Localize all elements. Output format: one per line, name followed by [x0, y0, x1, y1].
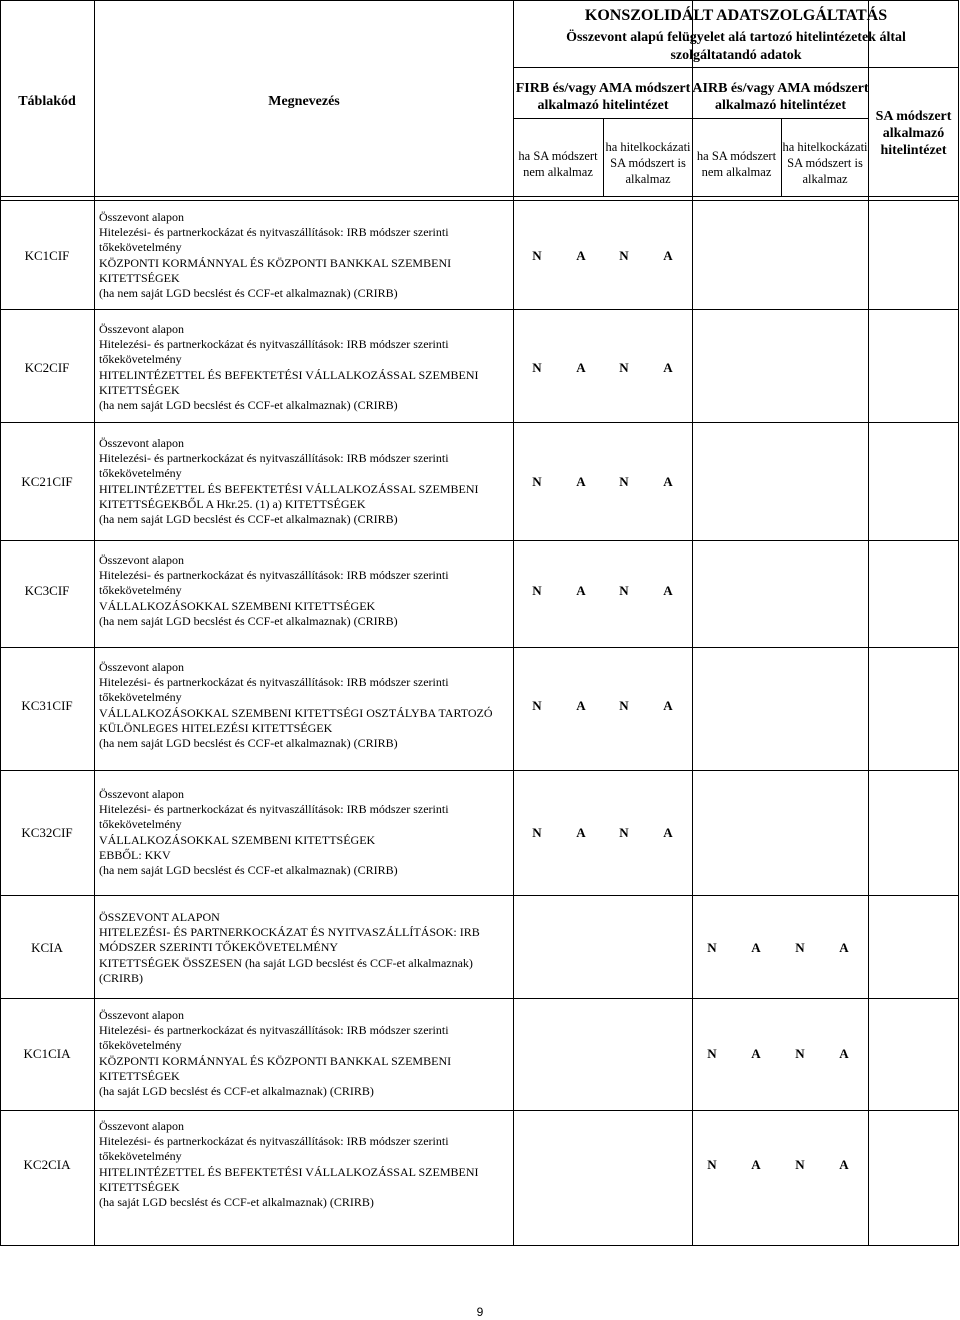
- row-description: [99, 210, 509, 301]
- description-line: tőkekövetelmény: [99, 240, 182, 255]
- table-border-bottom: [0, 1245, 959, 1246]
- row-divider: [0, 647, 959, 648]
- row-description: [99, 910, 509, 986]
- applicability-mark: A: [751, 1045, 761, 1061]
- applicability-mark: A: [663, 824, 673, 840]
- row-divider: [0, 998, 959, 999]
- col-group-firb-line1: FIRB és/vagy AMA módszert: [515, 81, 691, 96]
- description-line: Hitelezési- és partnerkockázat és nyitvaszállítások: IRB módszer szerinti: [99, 451, 449, 466]
- group-underline: [513, 118, 869, 119]
- description-line: Hitelezési- és partnerkockázat és nyitvaszállítások: IRB módszer szerinti: [99, 568, 449, 583]
- description-line: KITETTSÉGEK ÖSSZESEN (ha saját LGD becslést és CCF-et alkalmaznak): [99, 955, 473, 970]
- applicability-mark: A: [576, 359, 586, 375]
- description-line: (ha nem saját LGD becslést és CCF-et alkalmaznak) (CRIRB): [99, 286, 398, 301]
- col-divider-code: [94, 0, 95, 1245]
- applicability-mark: A: [839, 1045, 849, 1061]
- applicability-mark: N: [795, 940, 805, 955]
- row-divider: [0, 309, 959, 310]
- row-description: [99, 322, 509, 413]
- description-line: Összevont alapon: [99, 322, 184, 336]
- applicability-mark: A: [576, 473, 586, 489]
- description-line: Összevont alapon: [99, 1119, 184, 1133]
- description-line: (ha nem saját LGD becslést és CCF-et alkalmaznak) (CRIRB): [99, 398, 398, 413]
- applicability-mark: N: [532, 583, 542, 598]
- row-description: [99, 1119, 509, 1210]
- description-line: KITETTSÉGEK: [99, 382, 180, 397]
- applicability-mark: N: [707, 1156, 717, 1172]
- description-line: (ha nem saját LGD becslést és CCF-et alkalmaznak) (CRIRB): [99, 863, 398, 878]
- description-line: Hitelezési- és partnerkockázat és nyitvaszállítások: IRB módszer szerinti: [99, 1134, 449, 1149]
- col-group-airb-line2: alkalmazó hitelintézet: [714, 98, 847, 113]
- firb-sa-line1: ha hitelkockázati: [605, 140, 691, 154]
- table-border-top: [0, 0, 959, 1]
- description-line: MÓDSZER SZERINTI TŐKEKÖVETELMÉNY: [99, 940, 339, 955]
- description-line: (ha saját LGD becslést és CCF-et alkalmaznak) (CRIRB): [99, 1084, 374, 1099]
- description-line: Hitelezési- és partnerkockázat és nyitvaszállítások: IRB módszer szerinti: [99, 802, 449, 817]
- row-description: [99, 1008, 509, 1099]
- row-code: KC1CIF: [24, 247, 70, 263]
- description-line: (ha nem saját LGD becslést és CCF-et alkalmaznak) (CRIRB): [99, 613, 398, 628]
- description-line: KITETTSÉGEK: [99, 1068, 180, 1083]
- applicability-mark: A: [663, 359, 673, 375]
- description-line: (ha saját LGD becslést és CCF-et alkalmaznak) (CRIRB): [99, 1195, 374, 1210]
- applicability-mark: N: [619, 583, 629, 598]
- airb-sa-line2: SA módszert is: [787, 156, 863, 170]
- header-title: KONSZOLIDÁLT ADATSZOLGÁLTATÁS: [584, 7, 888, 24]
- applicability-mark: N: [795, 1156, 805, 1172]
- description-line: tőkekövetelmény: [99, 583, 182, 598]
- row-code: KC2CIF: [24, 359, 70, 375]
- description-line: tőkekövetelmény: [99, 1149, 182, 1164]
- description-line: Összevont alapon: [99, 553, 184, 567]
- col-divider-name: [513, 0, 514, 1245]
- applicability-mark: N: [619, 247, 629, 263]
- applicability-mark: N: [532, 824, 542, 840]
- row-divider: [0, 770, 959, 771]
- title-underline: [513, 67, 959, 68]
- description-line: KITETTSÉGEKBŐL A Hkr.25. (1) a) KITETTSÉGEK: [99, 496, 366, 511]
- description-line: KITETTSÉGEK: [99, 270, 180, 285]
- applicability-mark: N: [707, 940, 717, 955]
- row-divider: [0, 1110, 959, 1111]
- airb-sa-line1: ha hitelkockázati: [782, 140, 868, 154]
- row-code: KC2CIA: [23, 1156, 71, 1172]
- description-line: tőkekövetelmény: [99, 690, 182, 705]
- description-line: HITELINTÉZETTEL ÉS BEFEKTETÉSI VÁLLALKOZÁSSAL SZEMBENI: [99, 481, 479, 496]
- description-line: KÖZPONTI KORMÁNNYAL ÉS KÖZPONTI BANKKAL SZEMBENI: [99, 1053, 452, 1068]
- row-description: [99, 436, 509, 527]
- description-line: Hitelezési- és partnerkockázat és nyitvaszállítások: IRB módszer szerinti: [99, 1023, 449, 1038]
- col-header-sa-line1: SA módszert: [875, 109, 952, 124]
- description-line: ÖSSZEVONT ALAPON: [99, 910, 220, 924]
- description-line: EBBŐL: KKV: [99, 847, 171, 862]
- applicability-mark: N: [619, 697, 629, 713]
- description-line: KITETTSÉGEK: [99, 1179, 180, 1194]
- row-code: KC31CIF: [21, 697, 73, 713]
- airb-nsa-line2: nem alkalmaz: [701, 165, 772, 179]
- applicability-mark: N: [707, 1045, 717, 1061]
- description-line: Hitelezési- és partnerkockázat és nyitvaszállítások: IRB módszer szerinti: [99, 675, 449, 690]
- description-line: (CRIRB): [99, 970, 144, 985]
- row-divider: [0, 895, 959, 896]
- description-line: Összevont alapon: [99, 787, 184, 801]
- description-line: tőkekövetelmény: [99, 1038, 182, 1053]
- applicability-mark: A: [663, 473, 673, 489]
- description-line: (ha nem saját LGD becslést és CCF-et alkalmaznak) (CRIRB): [99, 512, 398, 527]
- description-line: HITELINTÉZETTEL ÉS BEFEKTETÉSI VÁLLALKOZÁSSAL SZEMBENI: [99, 1164, 479, 1179]
- applicability-mark: A: [663, 583, 673, 598]
- applicability-mark: A: [576, 247, 586, 263]
- applicability-mark: N: [795, 1045, 805, 1061]
- description-line: tőkekövetelmény: [99, 352, 182, 367]
- applicability-mark: N: [619, 824, 629, 840]
- description-line: Hitelezési- és partnerkockázat és nyitvaszállítások: IRB módszer szerinti: [99, 337, 449, 352]
- description-line: KÖZPONTI KORMÁNNYAL ÉS KÖZPONTI BANKKAL SZEMBENI: [99, 255, 452, 270]
- airb-nsa-line1: ha SA módszert: [696, 149, 777, 163]
- applicability-mark: A: [839, 1156, 849, 1172]
- col-group-airb-line1: AIRB és/vagy AMA módszert: [692, 81, 869, 96]
- applicability-mark: N: [532, 473, 542, 489]
- description-line: Összevont alapon: [99, 660, 184, 674]
- description-line: HITELEZÉSI- ÉS PARTNERKOCKÁZAT ÉS NYITVASZÁLLÍTÁSOK: IRB: [99, 925, 480, 940]
- page-number: 9: [476, 1305, 484, 1319]
- applicability-mark: N: [619, 473, 629, 489]
- row-description: [99, 553, 509, 629]
- description-line: VÁLLALKOZÁSOKKAL SZEMBENI KITETTSÉGEK: [99, 598, 376, 613]
- firb-nsa-line2: nem alkalmaz: [523, 165, 593, 179]
- firb-sa-line2: SA módszert is: [610, 156, 686, 170]
- applicability-mark: N: [619, 359, 629, 375]
- description-line: tőkekövetelmény: [99, 466, 182, 481]
- header-subtitle-line1: Összevont alapú felügyelet alá tartozó hitelintézetek által: [566, 30, 906, 45]
- applicability-mark: A: [576, 697, 586, 713]
- description-line: Összevont alapon: [99, 210, 184, 224]
- applicability-mark: A: [576, 583, 586, 598]
- description-line: tőkekövetelmény: [99, 817, 182, 832]
- col-header-name: Megnevezés: [268, 94, 340, 109]
- row-code: KC21CIF: [21, 473, 73, 489]
- row-code: KC1CIA: [23, 1045, 71, 1061]
- header-subtitle-line2: szolgáltatandó adatok: [670, 48, 802, 63]
- description-line: Összevont alapon: [99, 436, 184, 450]
- firb-sa-line3: alkalmaz: [625, 172, 671, 186]
- applicability-mark: A: [663, 247, 673, 263]
- applicability-mark: N: [532, 359, 542, 375]
- applicability-mark: A: [663, 697, 673, 713]
- header-bottom-line: [0, 196, 959, 197]
- firb-nsa-line1: ha SA módszert: [518, 149, 598, 163]
- description-line: Összevont alapon: [99, 1008, 184, 1022]
- description-line: Hitelezési- és partnerkockázat és nyitvaszállítások: IRB módszer szerinti: [99, 225, 449, 240]
- applicability-mark: A: [839, 940, 849, 955]
- description-line: HITELINTÉZETTEL ÉS BEFEKTETÉSI VÁLLALKOZÁSSAL SZEMBENI: [99, 367, 479, 382]
- col-header-sa-line2: alkalmazó: [882, 126, 945, 141]
- col-header-sa-line3: hitelintézet: [880, 143, 947, 158]
- row-divider: [0, 422, 959, 423]
- header-bottom-line-2: [0, 200, 959, 201]
- applicability-mark: A: [576, 824, 586, 840]
- description-line: VÁLLALKOZÁSOKKAL SZEMBENI KITETTSÉGI OSZTÁLYBA TARTOZÓ: [99, 705, 493, 720]
- description-line: VÁLLALKOZÁSOKKAL SZEMBENI KITETTSÉGEK: [99, 832, 376, 847]
- row-description: [99, 787, 509, 878]
- applicability-mark: N: [532, 247, 542, 263]
- applicability-mark: A: [751, 940, 761, 955]
- row-code: KC32CIF: [21, 824, 73, 840]
- applicability-mark: N: [532, 697, 542, 713]
- col-group-firb-line2: alkalmazó hitelintézet: [537, 98, 669, 113]
- airb-sa-line3: alkalmaz: [802, 172, 848, 186]
- description-line: (ha nem saját LGD becslést és CCF-et alkalmaznak) (CRIRB): [99, 736, 398, 751]
- description-line: KÜLÖNLEGES HITELEZÉSI KITETTSÉGEK: [99, 720, 333, 735]
- col-header-code: Táblakód: [18, 94, 76, 109]
- table-border-right: [958, 0, 959, 1245]
- row-divider: [0, 540, 959, 541]
- row-code: KCIA: [31, 940, 63, 955]
- row-code: KC3CIF: [24, 583, 70, 598]
- row-description: [99, 660, 509, 751]
- applicability-mark: A: [751, 1156, 761, 1172]
